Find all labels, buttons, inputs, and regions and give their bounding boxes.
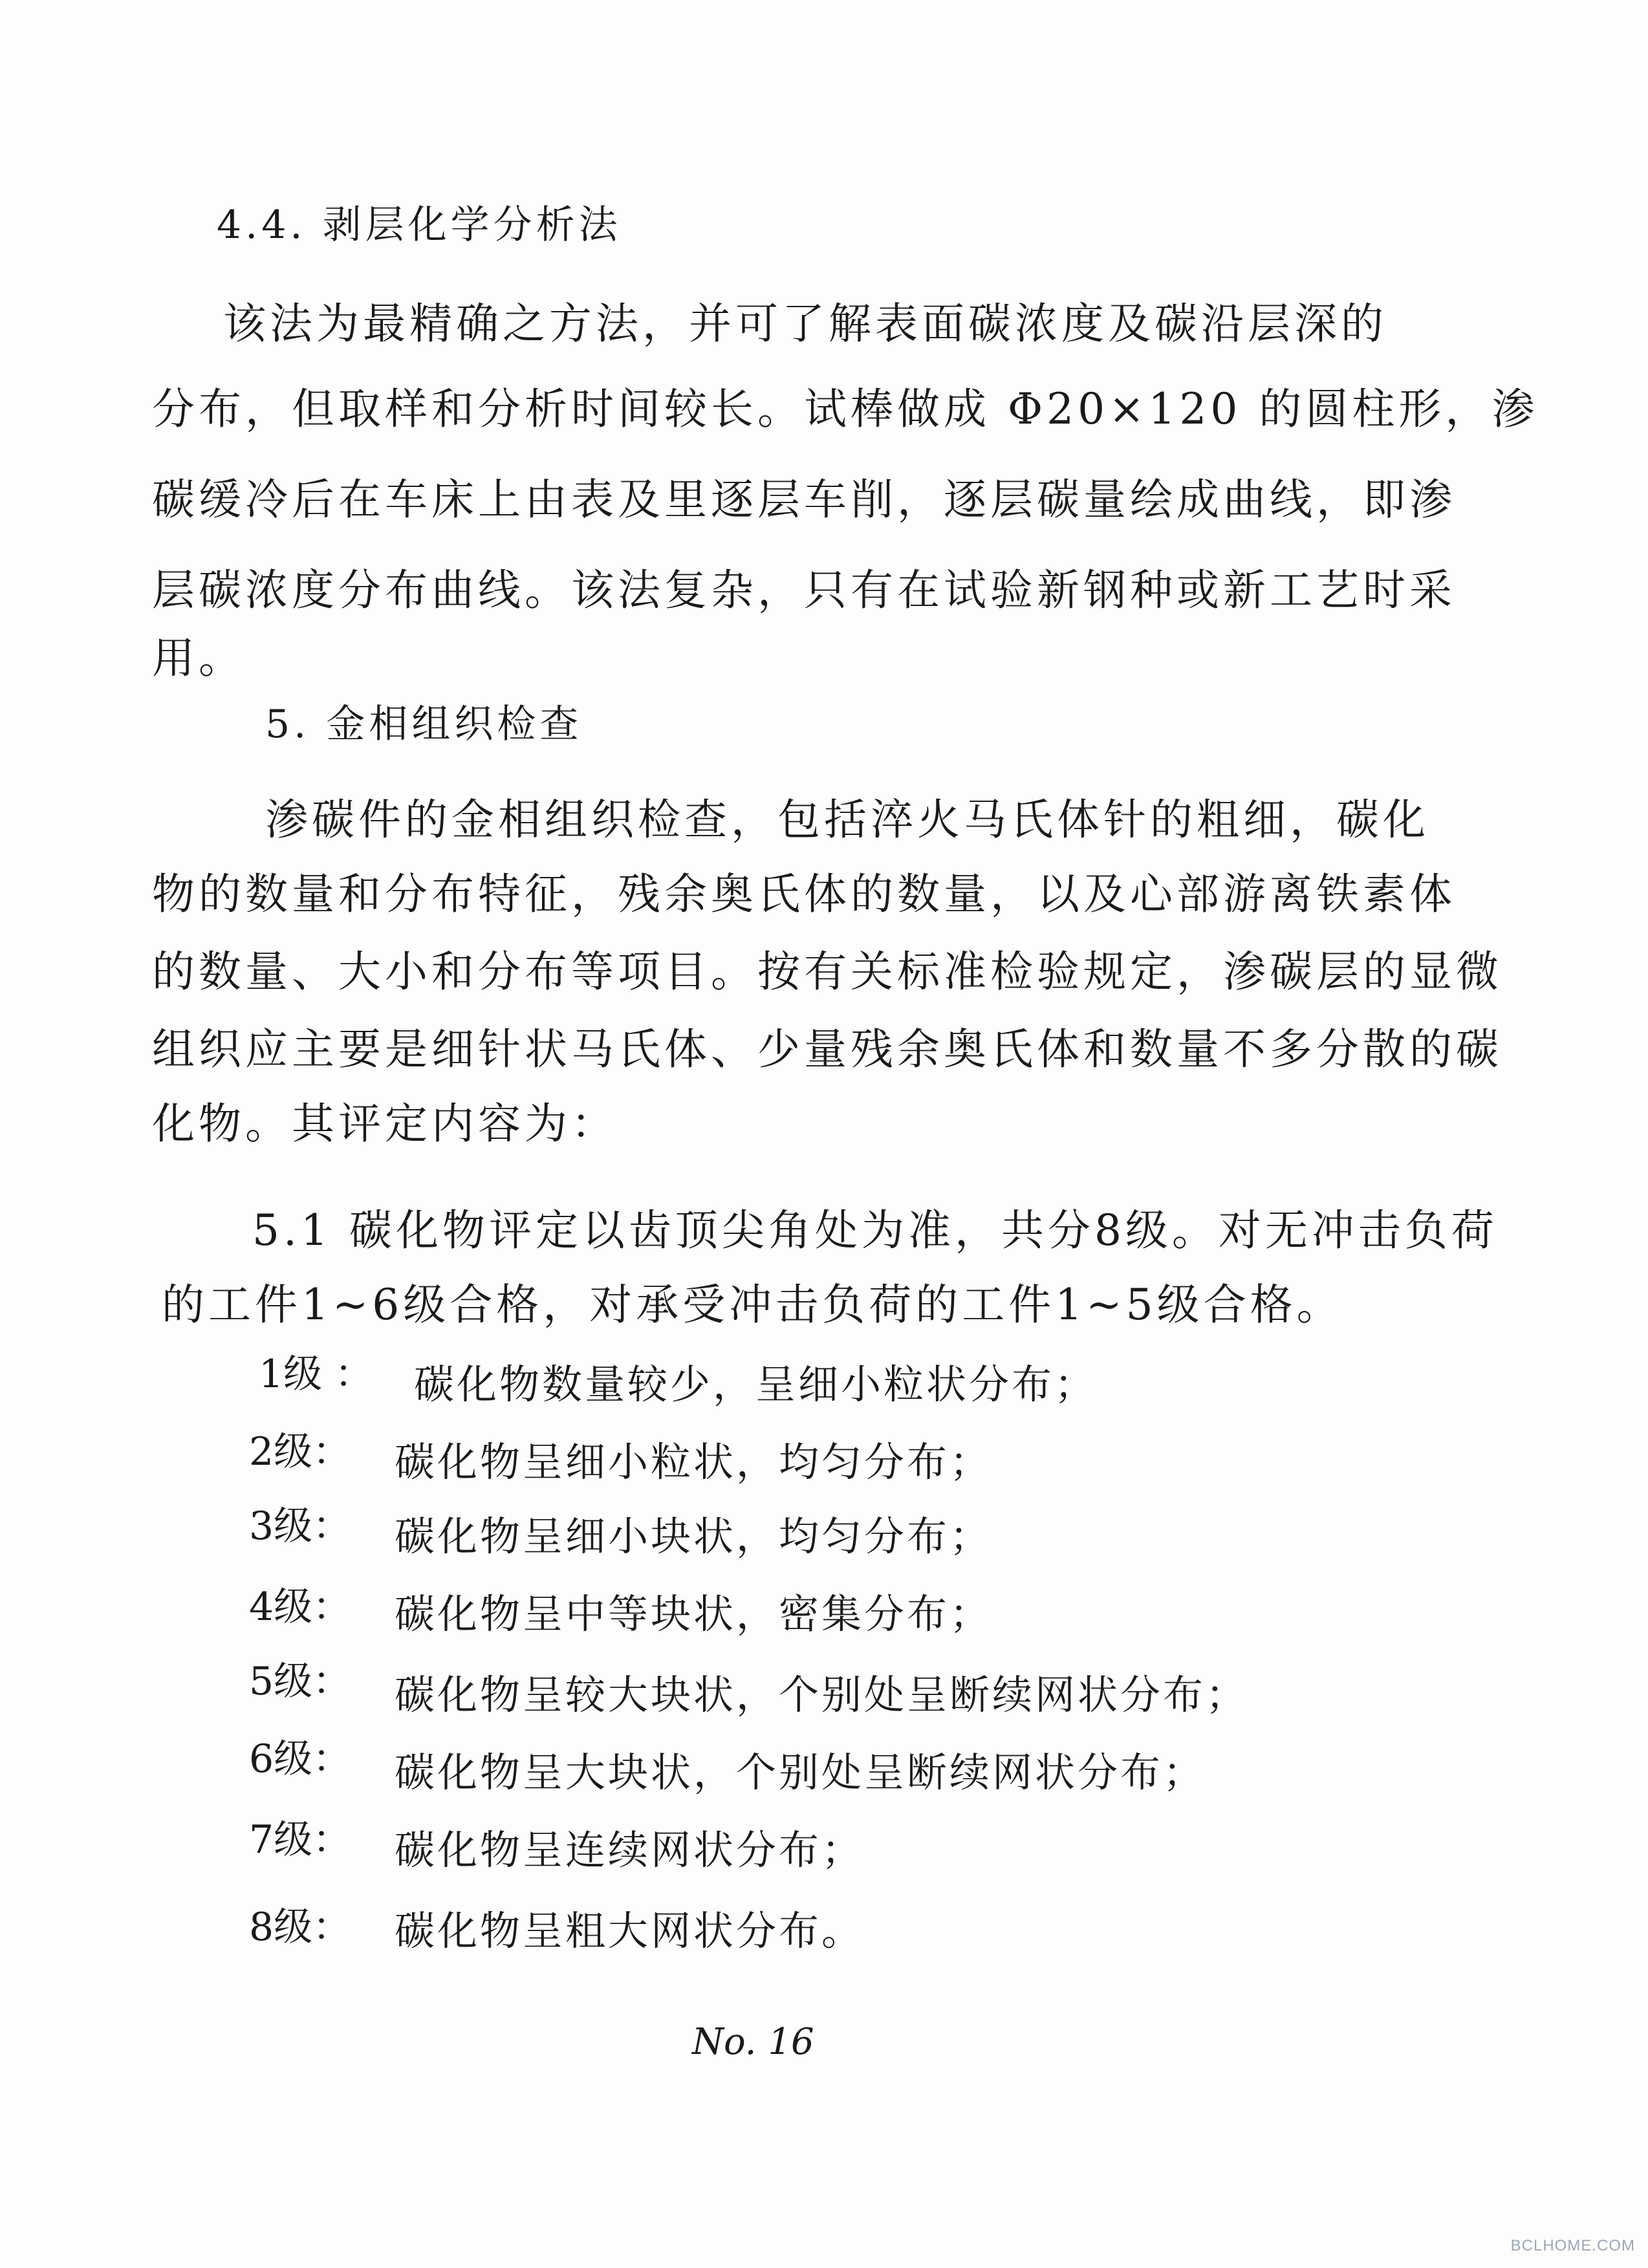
grade-2-text: 碳化物呈细小粒状，均匀分布； <box>395 1438 993 1485</box>
section-4-4-heading: 4.4. 剥层化学分析法 <box>217 202 622 248</box>
grade-7-text: 碳化物呈连续网状分布； <box>395 1826 865 1874</box>
section-4-4-line-4: 层碳浓度分布曲线。该法复杂，只有在试验新钢种或新工艺时采 <box>152 565 1456 615</box>
grade-6-text: 碳化物呈大块状，个别处呈断续网状分布； <box>395 1749 1206 1796</box>
section-5-line-3: 的数量、大小和分布等项目。按有关标准检验规定，渗碳层的显微 <box>152 947 1502 997</box>
grade-8-text: 碳化物呈粗大网状分布。 <box>395 1907 865 1954</box>
section-4-4-line-2: 分布，但取样和分析时间较长。试棒做成 Φ20×120 的圆柱形，渗 <box>152 384 1539 434</box>
page-number: No. 16 <box>692 2021 814 2063</box>
section-5-line-5: 化物。其评定内容为： <box>152 1099 618 1149</box>
grade-2-label: 2级： <box>249 1429 352 1474</box>
section-4-4-line-3: 碳缓冷后在车床上由表及里逐层车削，逐层碳量绘成曲线，即渗 <box>152 475 1456 524</box>
grade-1-text: 碳化物数量较少，呈细小粒状分布； <box>414 1361 1098 1408</box>
grade-5-text: 碳化物呈较大块状，个别处呈断续网状分布； <box>395 1671 1249 1718</box>
grade-7-label: 7级： <box>249 1817 352 1863</box>
section-5-1-line-1: 5.1 碳化物评定以齿顶尖角处为准，共分8级。对无冲击负荷 <box>252 1205 1498 1255</box>
grade-6-label: 6级： <box>249 1736 352 1782</box>
grade-8-label: 8级： <box>249 1905 352 1950</box>
section-5-line-1: 渗碳件的金相组织检查，包括淬火马氏体针的粗细，碳化 <box>265 795 1429 845</box>
grade-3-text: 碳化物呈细小块状，均匀分布； <box>395 1513 993 1560</box>
section-5-1-line-2: 的工件1~6级合格，对承受冲击负荷的工件1~5级合格。 <box>162 1280 1343 1330</box>
grade-4-text: 碳化物呈中等块状，密集分布； <box>395 1590 993 1637</box>
section-5-line-2: 物的数量和分布特征，残余奥氏体的数量，以及心部游离铁素体 <box>152 869 1456 919</box>
section-4-4-line-5: 用。 <box>152 633 245 683</box>
grade-1-label: 1级 ： <box>259 1352 374 1397</box>
section-5-heading: 5. 金相组织检查 <box>265 702 583 747</box>
grade-5-label: 5级： <box>249 1659 352 1704</box>
section-5-line-4: 组织应主要是细针状马氏体、少量残余奥氏体和数量不多分散的碳 <box>152 1024 1502 1074</box>
grade-3-label: 3级： <box>249 1504 352 1549</box>
site-watermark: BCLHOME.COM <box>1510 2237 1635 2254</box>
grade-4-label: 4级： <box>249 1584 352 1630</box>
section-4-4-line-1: 该法为最精确之方法，并可了解表面碳浓度及碳沿层深的 <box>223 299 1387 349</box>
